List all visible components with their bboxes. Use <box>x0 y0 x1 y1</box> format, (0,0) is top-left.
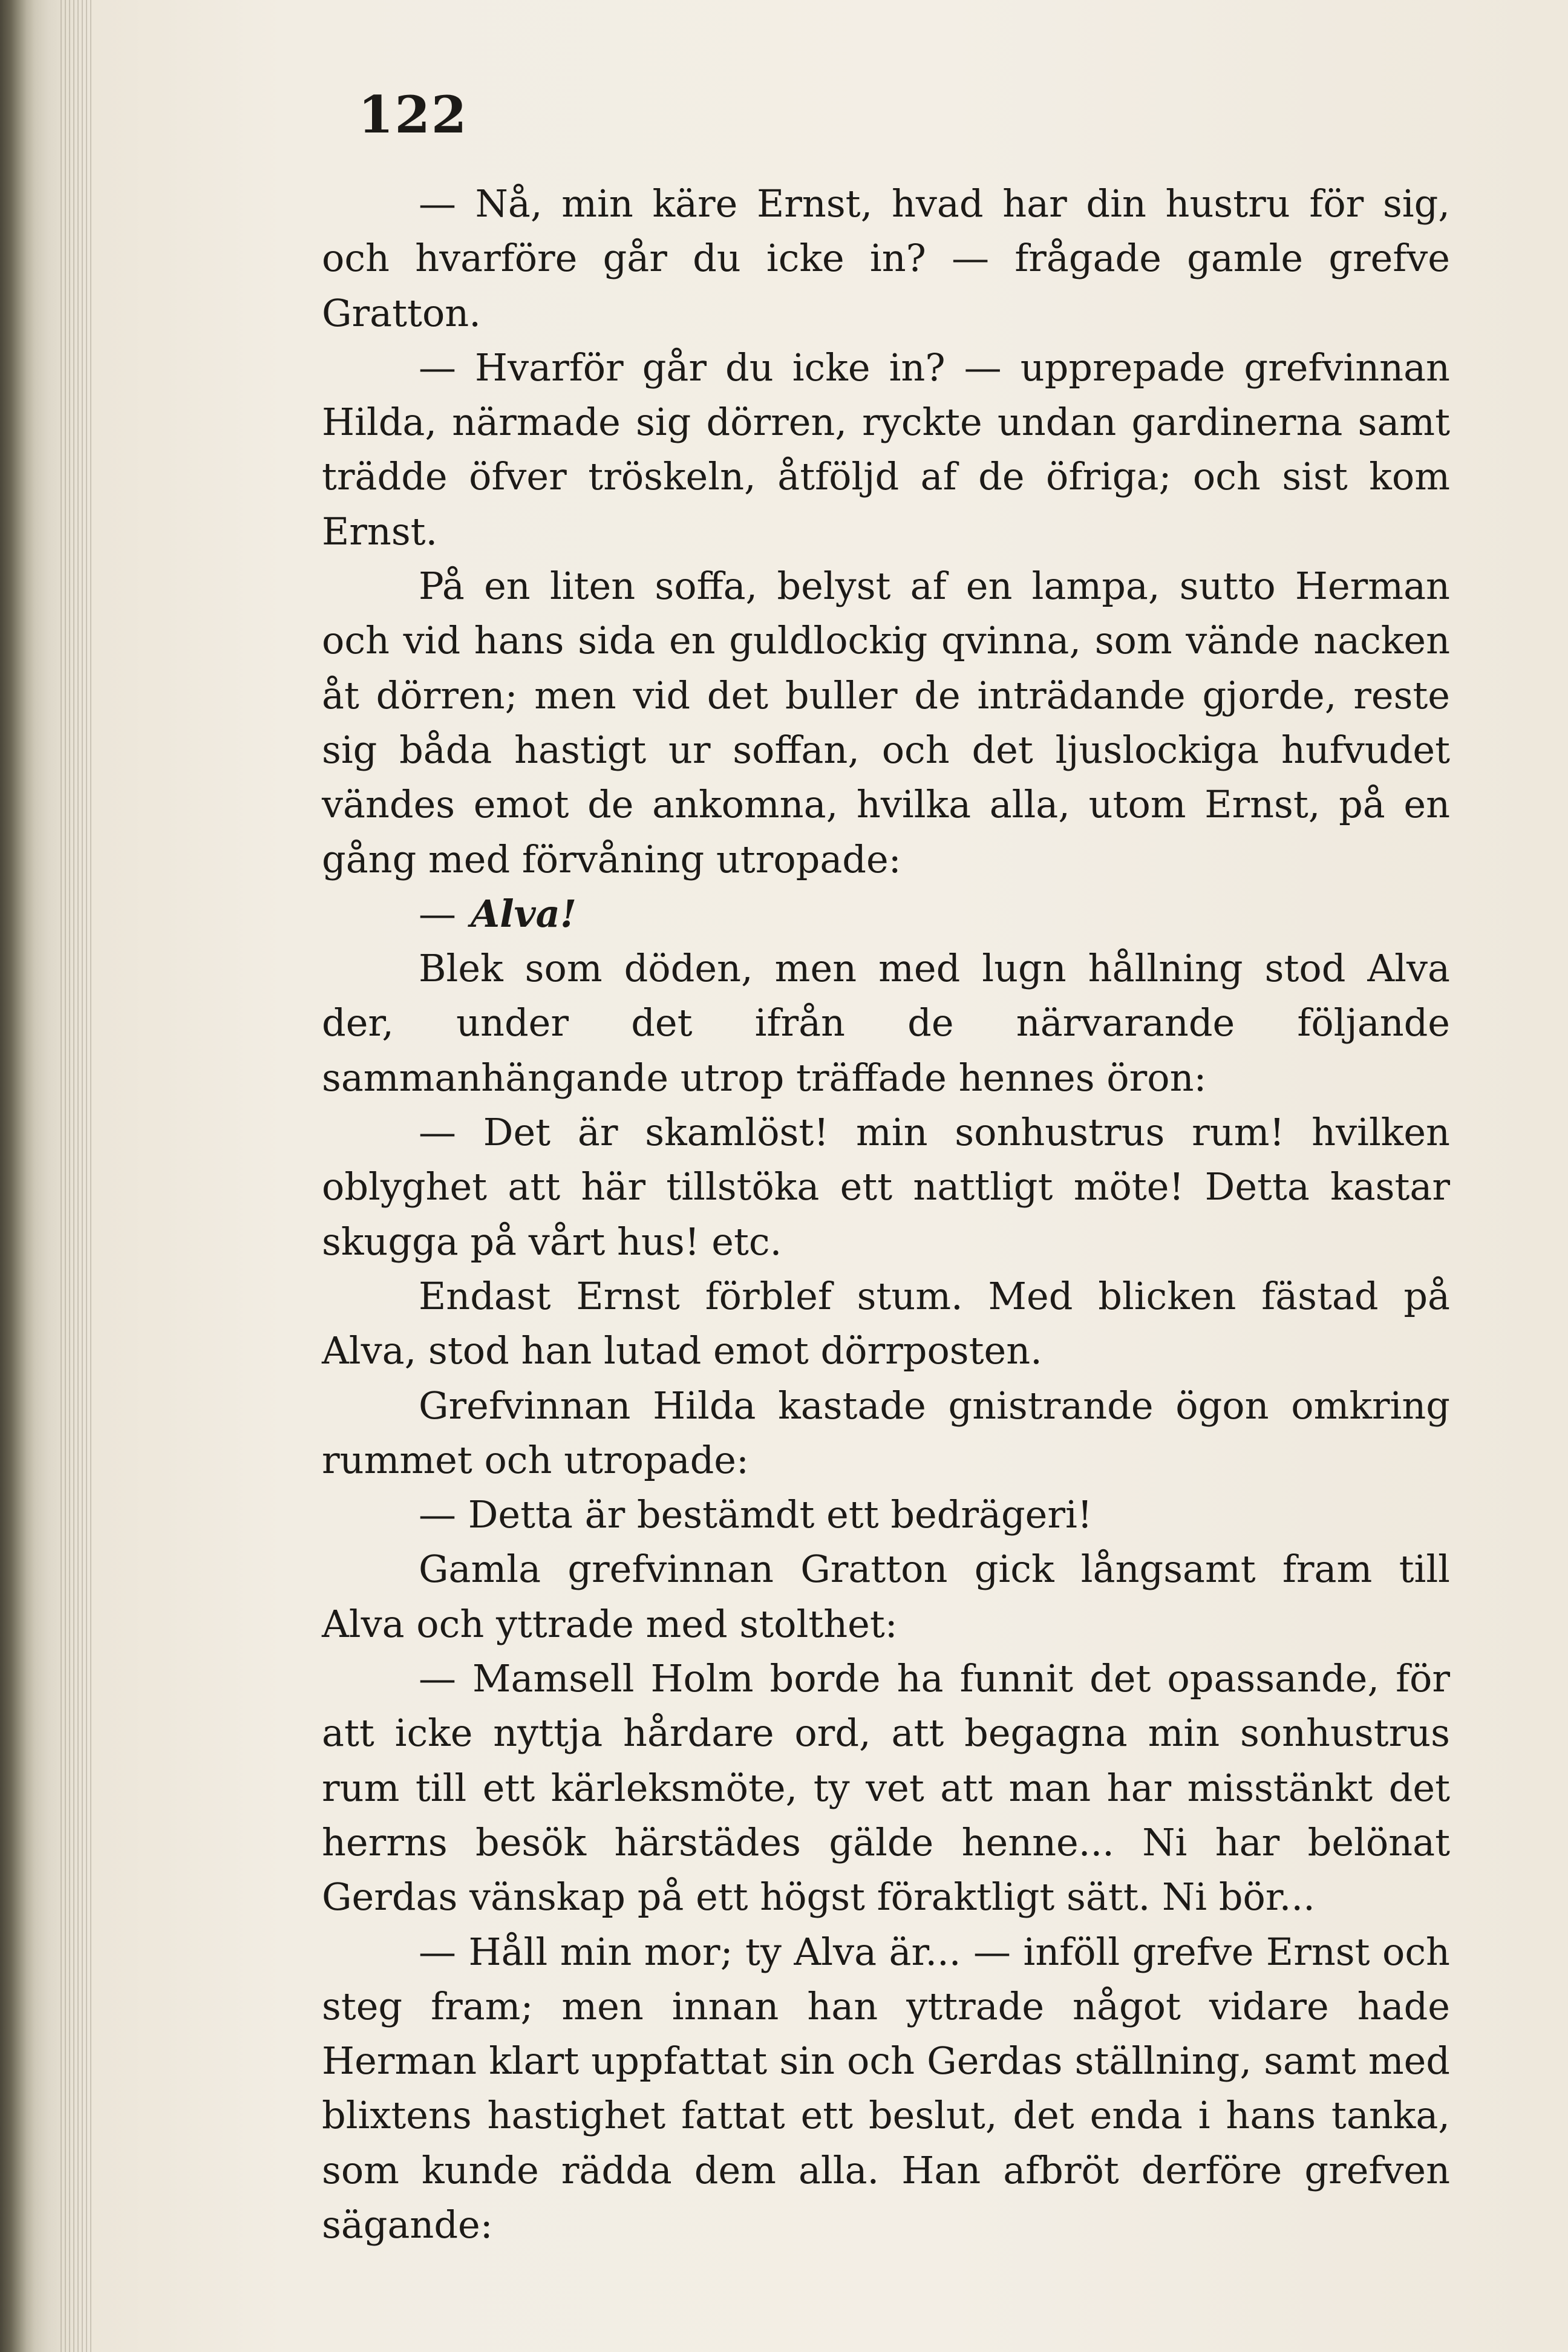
exclamation-line <box>322 887 1450 941</box>
paragraph-3: På en liten soffa, belyst af en lampa, sutto Herman och vid hans sida en guldlockig qvinna, som vände nacken åt dörren; men vid det buller de inträdande gjorde, reste sig båda hastigt ur soffan, och det ljuslockiga hufvudet vändes emot de ankomna, hvilka alla, utom Ernst, på en gång med förvåning utropade: <box>322 564 1450 881</box>
paragraph-7: Grefvinnan Hilda kastade gnistrande ögon omkring rummet och utropade: <box>322 1383 1450 1482</box>
paragraph-11: — Håll min mor; ty Alva är... — inföll grefve Ernst och steg fram; men innan han yttrade något vidare hade Herman klart uppfattat sin och Gerdas ställning, samt med blixtens hastighet fattat ett beslut, det enda i hans tanka, som kunde rädda dem alla. Han afbröt derföre grefven sägande: <box>322 1929 1450 2247</box>
paragraph-2: — Hvarför går du icke in? — upprepade grefvinnan Hilda, närmade sig dörren, ryckte undan gardinerna samt trädde öfver tröskeln, åtföljd af de öfriga; och sist kom Ernst. <box>322 345 1450 554</box>
paragraph-5: — Det är skamlöst! min sonhustrus rum! hvilken oblyghet att här tillstöka ett nattligt möte! Detta kastar skugga på vårt hus! etc. <box>322 1110 1450 1264</box>
paragraph-10: — Mamsell Holm borde ha funnit det opassande, för att icke nyttja hårdare ord, att begagna min sonhustrus rum till ett kärleksmöte, ty vet att man har misstänkt det herrns besök härstädes gälde henne... Ni har belönat Gerdas vänskap på ett högst föraktligt sätt. Ni bör... <box>322 1656 1450 1919</box>
paragraph-1: — Nå, min käre Ernst, hvad har din hustru för sig, och hvarföre går du icke in? — frågade gamle grefve Gratton. <box>322 181 1450 335</box>
paragraph-8: — Detta är bestämdt ett bedrägeri! <box>419 1492 1093 1537</box>
exclamation-word: Alva! <box>471 891 577 936</box>
exclamation-dash: — <box>419 891 456 936</box>
paragraph-4: Blek som döden, men med lugn hållning stod Alva der, under det ifrån de närvarande följande sammanhängande utrop träffade hennes öron: <box>322 946 1450 1100</box>
paragraph-9: Gamla grefvinnan Gratton gick långsamt fram till Alva och yttrade med stolthet: <box>322 1547 1450 1646</box>
page-number: 122 <box>358 85 468 145</box>
body-text <box>322 177 1450 2252</box>
page-edge-lines <box>60 0 94 2352</box>
paragraph-6: Endast Ernst förblef stum. Med blicken fästad på Alva, stod han lutad emot dörrposten. <box>322 1273 1450 1373</box>
